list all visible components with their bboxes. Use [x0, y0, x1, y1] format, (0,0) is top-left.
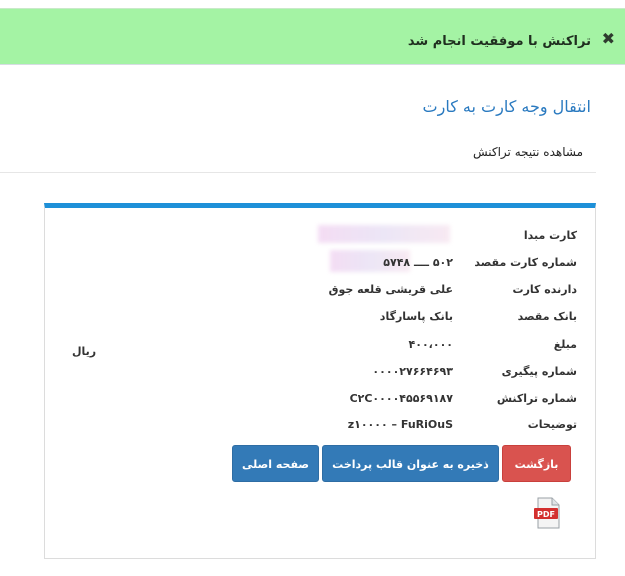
label-transaction-number: شماره تراکنش [496, 392, 577, 405]
value-description: z۱۰۰۰۰ – FuRiOuS [347, 418, 453, 431]
currency-label: ریال [72, 345, 97, 358]
label-tracking-number: شماره پیگیری [501, 365, 577, 378]
value-tracking-number: ۰۰۰۰۲۷۶۶۴۶۹۳ [372, 365, 453, 378]
value-amount: ۴۰۰،۰۰۰ [408, 338, 453, 351]
page-title: انتقال وجه کارت به کارت [422, 97, 591, 116]
save-as-template-button[interactable]: ذخیره به عنوان قالب پرداخت [322, 445, 499, 482]
value-destination-card: ۵۰۲ ــــ ۵۷۴۸ [383, 256, 453, 269]
redacted-source-card [318, 225, 450, 243]
label-description: توضیحات [527, 418, 577, 431]
back-button[interactable]: بازگشت [502, 445, 571, 482]
label-card-holder: دارنده کارت [512, 283, 577, 296]
page-subtitle: مشاهده نتیجه تراکنش [472, 145, 583, 159]
pdf-download-icon[interactable] [533, 497, 563, 529]
home-button[interactable]: صفحه اصلی [232, 445, 319, 482]
value-card-holder: علی قریشی قلعه جوق [328, 283, 453, 296]
success-alert [0, 8, 625, 65]
label-amount: مبلغ [553, 338, 577, 351]
label-source-card: کارت مبدا [523, 229, 577, 242]
divider [0, 172, 596, 173]
label-destination-bank: بانک مقصد [517, 310, 577, 323]
close-icon[interactable]: ✖ [601, 29, 615, 48]
label-destination-card: شماره کارت مقصد [474, 256, 577, 269]
pdf-label: PDF [537, 510, 555, 519]
value-transaction-number: C۲C۰۰۰۰۴۵۵۶۹۱۸۷ [349, 392, 453, 405]
value-destination-bank: بانک پاسارگاد [379, 310, 453, 323]
alert-message: تراکنش با موفقیت انجام شد [407, 34, 591, 49]
